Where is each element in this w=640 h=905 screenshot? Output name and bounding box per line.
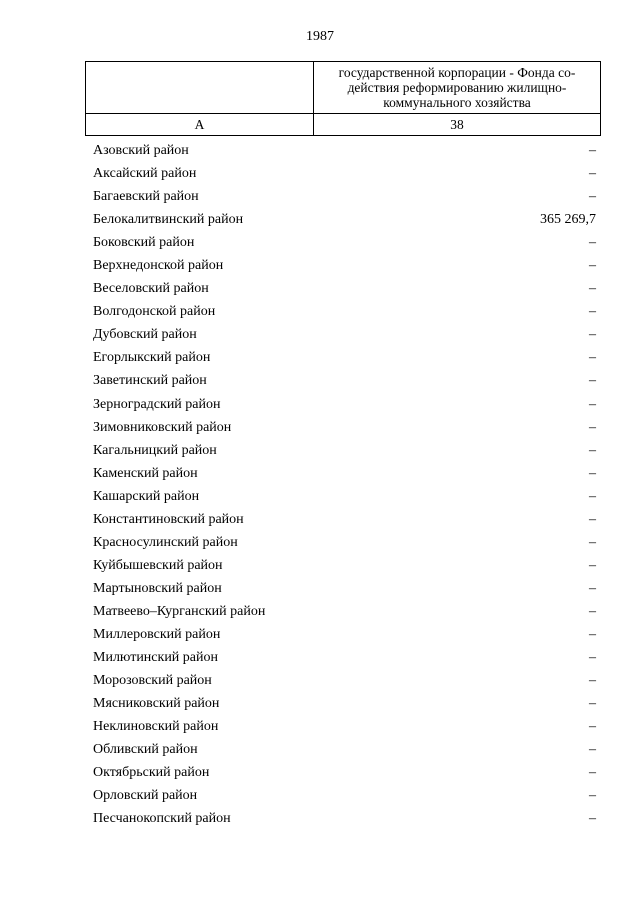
district-name: Белокалитвинский район [93, 212, 244, 228]
table-row [93, 439, 596, 462]
column-b-index: 38 [314, 114, 601, 136]
table-row [93, 485, 596, 508]
page-number: 1987 [306, 29, 334, 44]
district-value: – [589, 580, 596, 596]
district-name: Волгодонской район [93, 304, 216, 320]
table-row [93, 416, 596, 439]
table-row [93, 231, 596, 254]
district-value: – [589, 626, 596, 642]
district-value: – [589, 534, 596, 550]
table-row [93, 300, 596, 323]
table-row [93, 254, 596, 277]
district-name: Кагальницкий район [93, 442, 217, 458]
district-value: – [589, 811, 596, 827]
district-name: Боковский район [93, 235, 195, 251]
district-name: Кашарский район [93, 488, 200, 504]
district-value: – [589, 696, 596, 712]
district-name: Каменский район [93, 465, 198, 481]
table-row [93, 508, 596, 531]
district-value: – [589, 650, 596, 666]
table-row [93, 531, 596, 554]
table-row [93, 807, 596, 830]
table-row [93, 784, 596, 807]
district-value: – [589, 742, 596, 758]
district-name: Верхнедонской район [93, 258, 224, 274]
district-value: – [589, 327, 596, 343]
district-value: – [589, 143, 596, 158]
district-name: Песчанокопский район [93, 811, 231, 827]
district-value: – [589, 396, 596, 412]
district-name: Неклиновский район [93, 719, 219, 735]
table-row [93, 623, 596, 646]
index-row [86, 114, 601, 136]
district-value: 365 269,7 [540, 212, 596, 228]
table-row [93, 554, 596, 577]
table-row [93, 692, 596, 715]
district-value: – [589, 511, 596, 527]
district-name: Красносулинский район [93, 534, 238, 550]
column-b-heading: государственной корпорации - Фонда со-действия реформированию жилищно-коммунального хозяйства [338, 65, 576, 110]
district-value: – [589, 442, 596, 458]
table-row [93, 139, 596, 162]
table-row [93, 369, 596, 392]
district-value: – [589, 350, 596, 366]
district-value: – [589, 765, 596, 781]
district-value: – [589, 557, 596, 573]
district-value: – [589, 719, 596, 735]
district-value: – [589, 189, 596, 205]
table-row [93, 185, 596, 208]
district-value: – [589, 235, 596, 251]
header-row [86, 62, 601, 114]
table-row [93, 346, 596, 369]
header-cell-b [314, 62, 601, 114]
district-value: – [589, 465, 596, 481]
district-name: Обливский район [93, 742, 198, 758]
district-name: Миллеровский район [93, 626, 221, 642]
district-value: – [589, 304, 596, 320]
district-name: Морозовский район [93, 673, 212, 689]
district-name: Заветинский район [93, 373, 207, 389]
district-value: – [589, 488, 596, 504]
district-name: Егорлыкский район [93, 350, 211, 366]
district-value: – [589, 419, 596, 435]
table-row [93, 323, 596, 346]
table-row [93, 162, 596, 185]
district-name: Багаевский район [93, 189, 199, 205]
table-row [93, 600, 596, 623]
table-row [93, 208, 596, 231]
district-value: – [589, 166, 596, 182]
district-name: Куйбышевский район [93, 557, 223, 573]
district-name: Мясниковский район [93, 696, 220, 712]
district-list [93, 139, 596, 830]
district-name: Аксайский район [93, 166, 197, 182]
header-cell-a [86, 62, 314, 114]
column-a-index: А [86, 114, 314, 136]
district-name: Веселовский район [93, 281, 209, 297]
district-name: Константиновский район [93, 511, 244, 527]
table-row [93, 646, 596, 669]
table-row [93, 669, 596, 692]
table-row [93, 715, 596, 738]
district-name: Мартыновский район [93, 580, 222, 596]
table-row [93, 577, 596, 600]
district-name: Орловский район [93, 788, 198, 804]
district-name: Дубовский район [93, 327, 197, 343]
district-name: Зерноградский район [93, 396, 221, 412]
header-table [85, 61, 601, 136]
district-value: – [589, 673, 596, 689]
district-value: – [589, 788, 596, 804]
district-name: Азовский район [93, 143, 189, 158]
table-row [93, 738, 596, 761]
table-row [93, 462, 596, 485]
district-name: Матвеево–Курганский район [93, 603, 266, 619]
district-value: – [589, 281, 596, 297]
district-value: – [589, 603, 596, 619]
district-name: Зимовниковский район [93, 419, 232, 435]
district-name: Октябрьский район [93, 765, 210, 781]
table-row [93, 277, 596, 300]
district-value: – [589, 258, 596, 274]
table-row [93, 761, 596, 784]
district-value: – [589, 373, 596, 389]
table-row [93, 393, 596, 416]
district-name: Милютинский район [93, 650, 219, 666]
